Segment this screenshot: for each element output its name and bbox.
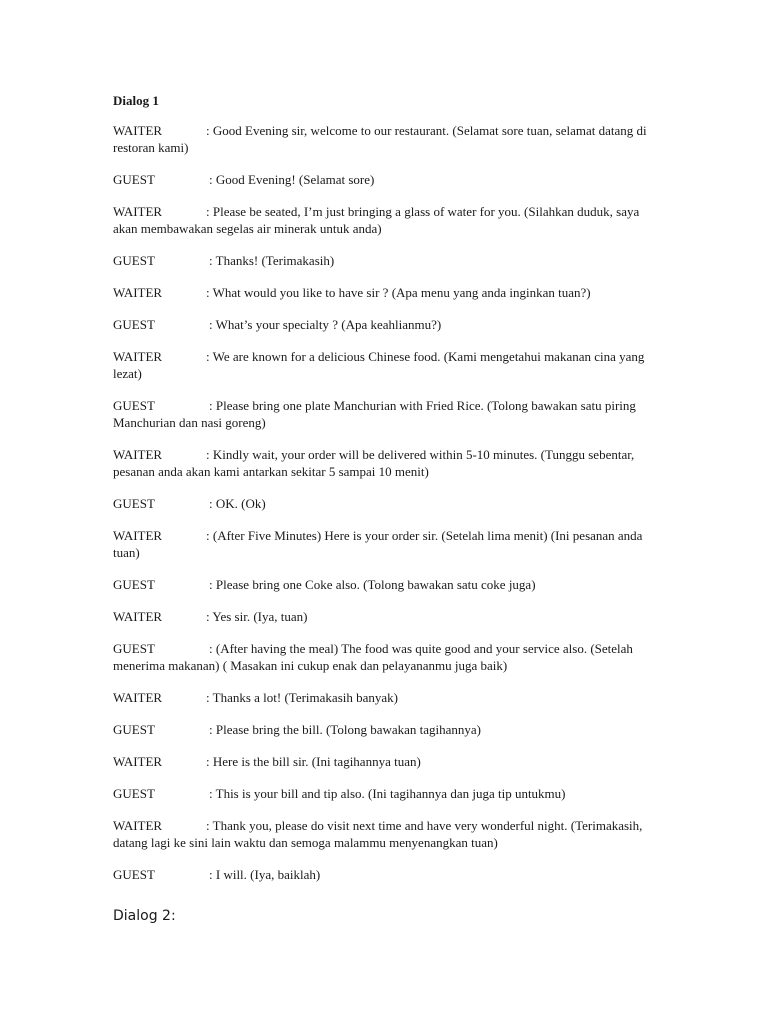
turn-text: : Good Evening! (Selamat sore) — [209, 172, 375, 187]
turn-text: : Please bring one Coke also. (Tolong bawakan satu coke juga) — [209, 577, 536, 592]
dialog-turn — [113, 527, 658, 561]
speaker-label: WAITER — [113, 447, 163, 462]
speaker-label: GUEST — [113, 786, 155, 801]
dialog-turn — [113, 721, 658, 738]
dialog-turn — [113, 640, 658, 674]
dialog-turn — [113, 252, 658, 269]
dialog-turn — [113, 348, 658, 382]
dialog-turn — [113, 495, 658, 512]
turn-text: : Good Evening sir, welcome to our restaurant. (Selamat sore tuan, selamat datang di restoran kami) — [113, 123, 647, 155]
dialog-turn — [113, 817, 658, 851]
speaker-label: GUEST — [113, 641, 155, 656]
turn-text: : I will. (Iya, baiklah) — [209, 867, 321, 882]
turn-text: : Please bring the bill. (Tolong bawakan tagihannya) — [209, 722, 482, 737]
dialog-turn — [113, 576, 658, 593]
speaker-label: WAITER — [113, 204, 163, 219]
speaker-label: WAITER — [113, 690, 163, 705]
dialog-turn — [113, 122, 658, 156]
dialog-turn — [113, 446, 658, 480]
speaker-label: WAITER — [113, 123, 163, 138]
speaker-label: GUEST — [113, 722, 155, 737]
turn-text: : What would you like to have sir ? (Apa menu yang anda inginkan tuan?) — [206, 285, 591, 300]
speaker-label: GUEST — [113, 867, 155, 882]
speaker-label: WAITER — [113, 528, 163, 543]
dialog-1-title: Dialog 1 — [113, 93, 159, 108]
turn-text: : This is your bill and tip also. (Ini tagihannya dan juga tip untukmu) — [209, 786, 566, 801]
speaker-label: GUEST — [113, 317, 155, 332]
speaker-label: GUEST — [113, 253, 155, 268]
turn-text: : Thanks a lot! (Terimakasih banyak) — [206, 690, 398, 705]
turn-text: : Thank you, please do visit next time and have very wonderful night. (Terimakasih, datang lagi ke sini lain waktu dan semoga malammu menyenangkan tuan) — [113, 818, 643, 850]
turn-text: : Thanks! (Terimakasih) — [209, 253, 335, 268]
speaker-label: GUEST — [113, 172, 155, 187]
turn-text: : (After having the meal) The food was quite good and your service also. (Setelah menerima makanan) ( Masakan ini cukup enak dan pelayananmu juga baik) — [113, 641, 633, 673]
dialog-turn — [113, 608, 658, 625]
dialog-turn — [113, 866, 658, 883]
speaker-label: WAITER — [113, 285, 163, 300]
speaker-label: WAITER — [113, 609, 163, 624]
speaker-label: GUEST — [113, 577, 155, 592]
speaker-label: WAITER — [113, 754, 163, 769]
turn-text: : Here is the bill sir. (Ini tagihannya tuan) — [206, 754, 421, 769]
dialog-turn — [113, 689, 658, 706]
dialog-turn — [113, 397, 658, 431]
dialog-turn — [113, 753, 658, 770]
speaker-label: WAITER — [113, 349, 163, 364]
turn-text: : Please be seated, I’m just bringing a glass of water for you. (Silahkan duduk, saya akan membawakan segelas air minerak untuk anda) — [113, 204, 640, 236]
turn-text: : OK. (Ok) — [209, 496, 266, 511]
speaker-label: WAITER — [113, 818, 163, 833]
turn-text: : Please bring one plate Manchurian with Fried Rice. (Tolong bawakan satu piring Manchurian dan nasi goreng) — [113, 398, 636, 430]
speaker-label: GUEST — [113, 398, 155, 413]
speaker-label: GUEST — [113, 496, 155, 511]
dialog-turn — [113, 171, 658, 188]
turn-text: : (After Five Minutes) Here is your order sir. (Setelah lima menit) (Ini pesanan anda tuan) — [113, 528, 643, 560]
document-body — [113, 92, 658, 898]
dialog-2-title: Dialog 2: — [113, 908, 176, 924]
dialog-turn — [113, 203, 658, 237]
turn-text: : Yes sir. (Iya, tuan) — [206, 609, 308, 624]
dialog-turn — [113, 316, 658, 333]
turn-text: : Kindly wait, your order will be delivered within 5-10 minutes. (Tunggu sebentar, pesanan anda akan kami antarkan sekitar 5 sampai 10 menit) — [113, 447, 635, 479]
turn-text: : What’s your specialty ? (Apa keahlianmu?) — [209, 317, 442, 332]
dialog-turn — [113, 785, 658, 802]
turn-text: : We are known for a delicious Chinese food. (Kami mengetahui makanan cina yang lezat) — [113, 349, 645, 381]
dialog-turn — [113, 284, 658, 301]
